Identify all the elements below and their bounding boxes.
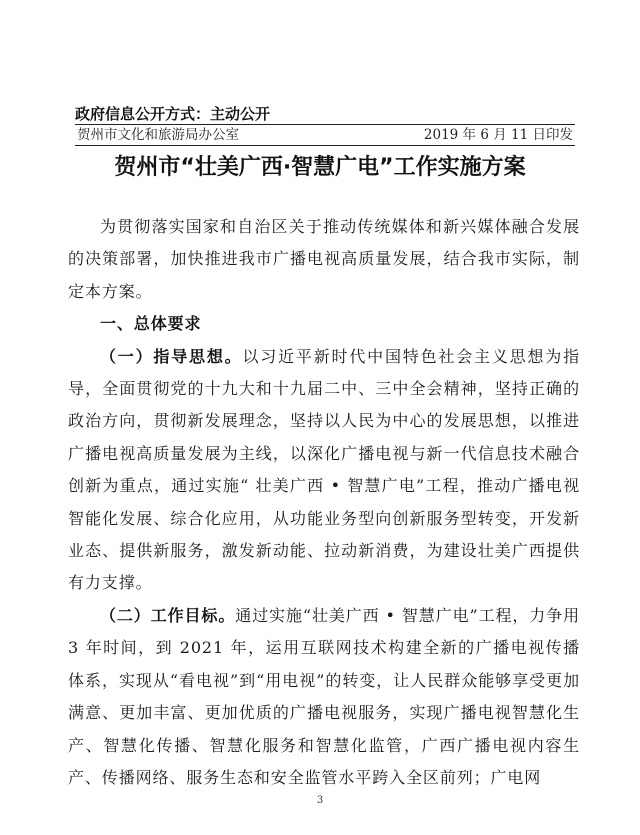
guiding-ideology-text: 以习近平新时代中国特色社会主义思想为指导，全面贯彻党的十九大和十九届二中、三中全会精神，坚持正确的政治方向，贯彻新发展理念，坚持以人民为中心的发展思想，以推进广播电视高质量发展为主线，以深化广播电视与新一代信息技术融合创新为重点，通过实施“ 壮美广西 • 智慧广电”工程，推动广播电视智能化发展、综合化应用，从功能业务型向创新服务型转变，开发新业态、提供新服务，激发新动能、拉动新消费，为建设壮美广西提供有力支撑。 bbox=[68, 346, 580, 593]
document-title: 贺州市“壮美广西·智慧广电”工作实施方案 bbox=[114, 155, 526, 180]
page-number: 3 bbox=[316, 795, 324, 806]
work-goals-lead: （二）工作目标。 bbox=[100, 605, 236, 625]
section-heading-general-requirements: 一、总体要求 bbox=[100, 314, 202, 334]
document-body bbox=[68, 211, 580, 794]
work-goals-text: 通过实施“壮美广西 • 智慧广电”工程，力争用 3 年时间，到 2021 年，运用互联网技术构建全新的广播电视传播体系，实现从“看电视”到“用电视”的转变，让人民群众能够享受更加满意、更加丰富、更加优质的广播电视服务，实现广播电视智慧化生产、智慧化传播、智慧化服务和智慧化监管，广西广播电视内容生产、传播网络、服务生态和安全监管水平跨入全区前列；广电网 bbox=[68, 605, 581, 787]
work-goals-paragraph bbox=[68, 600, 580, 794]
guiding-ideology-lead: （一）指导思想。 bbox=[100, 346, 243, 366]
disclosure-method: 政府信息公开方式：主动公开 bbox=[75, 105, 271, 123]
issue-date: 2019 年 6 月 11 日印发 bbox=[423, 127, 573, 143]
intro-paragraph: 为贯彻落实国家和自治区关于推动传统媒体和新兴媒体融合发展的决策部署，加快推进我市广播电视高质量发展，结合我市实际，制定本方案。 bbox=[68, 217, 580, 301]
guiding-ideology-paragraph bbox=[68, 341, 580, 600]
issuing-office: 贺州市文化和旅游局办公室 bbox=[77, 127, 239, 143]
issuer-bar bbox=[75, 124, 575, 146]
